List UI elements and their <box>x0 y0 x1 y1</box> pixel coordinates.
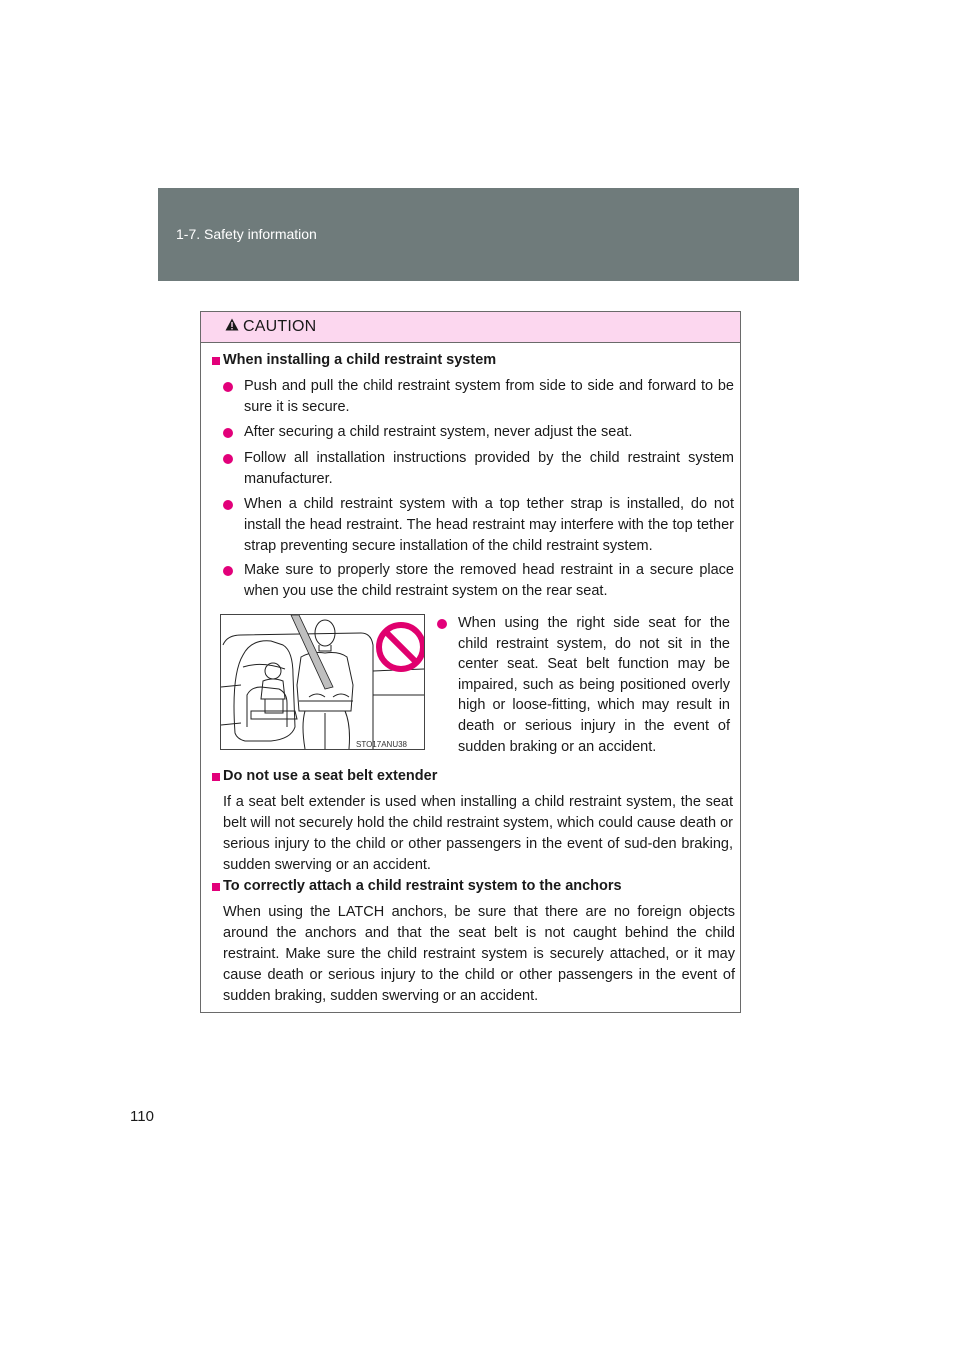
section-square-marker <box>212 883 220 891</box>
page-number: 110 <box>130 1108 154 1125</box>
warning-triangle-icon <box>225 318 239 331</box>
bullet-text: When a child restraint system with a top tether strap is installed, do not install the head restraint. The head restraint may interfere with the top tether strap preventing secure installation of the child restraint system. <box>244 496 734 554</box>
bullet-dot <box>223 428 233 438</box>
illustration-child-seat <box>220 614 425 750</box>
bullet-dot <box>223 454 233 464</box>
bullet-dot <box>437 619 447 629</box>
section-title: Do not use a seat belt extender <box>223 768 438 784</box>
bullet-text: Follow all installation instructions provided by the child restraint system manufacturer. <box>244 450 734 487</box>
prohibition-icon <box>375 619 425 679</box>
bullet-dot <box>223 500 233 510</box>
bullet-text: After securing a child restraint system, never adjust the seat. <box>244 424 633 440</box>
caution-header <box>201 312 740 343</box>
section-square-marker <box>212 357 220 365</box>
section-body: When using the LATCH anchors, be sure that there are no foreign objects around the anchors and that the seat belt is not caught behind the child restraint. Make sure the child restraint system is securely attached, or it may cause death or serious injury to the child or other passengers in the event of sudden braking, sudden swerving or an accident. <box>223 904 735 1004</box>
section-square-marker <box>212 773 220 781</box>
bullet-text: Push and pull the child restraint system from side to side and forward to be sure it is secure. <box>244 378 734 415</box>
section-title: When installing a child restraint system <box>223 352 497 368</box>
bullet-dot <box>223 566 233 576</box>
bullet-text: Make sure to properly store the removed head restraint in a secure place when you use the child restraint system on the rear seat. <box>244 562 734 599</box>
caution-title: CAUTION <box>243 318 317 335</box>
section-body: If a seat belt extender is used when installing a child restraint system, the seat belt will not securely hold the child restraint system, which could cause death or serious injury to the child or other passengers in the event of sud-den braking, sudden swerving or an accident. <box>223 794 733 873</box>
illustration-code: STO17ANU38 <box>356 740 407 749</box>
bullet-text: When using the right side seat for the child restraint system, do not sit in the center seat. Seat belt function may be impaired, such as being positioned overly high or loose-fitting, which may result in death or serious injury in the event of sudden braking or an accident. <box>458 615 730 755</box>
bullet-dot <box>223 382 233 392</box>
section-label: 1-7. Safety information <box>176 226 317 242</box>
section-title: To correctly attach a child restraint system to the anchors <box>223 878 622 894</box>
